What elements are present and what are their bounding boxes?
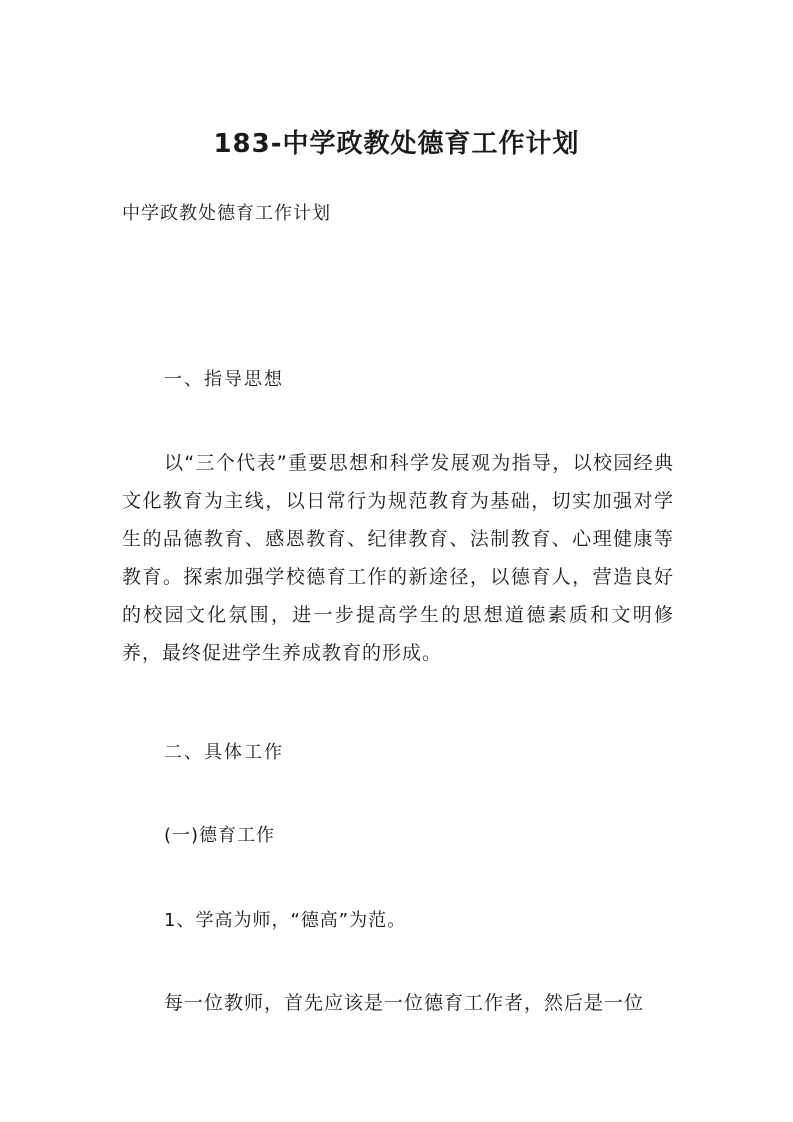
paragraph-item-1: 每一位教师，首先应该是一位德育工作者，然后是一位	[164, 992, 645, 1014]
document-subtitle: 中学政教处德育工作计划	[122, 203, 331, 224]
section-heading-specific-work: 二、具体工作	[164, 742, 284, 763]
document-title: 183-中学政教处德育工作计划	[213, 129, 580, 159]
item-heading-1: 1、学高为师，“德高”为范。	[164, 910, 407, 931]
paragraph-guiding-ideology: 以“三个代表”重要思想和科学发展观为指导，以校园经典文化教育为主线，以日常行为规范教育为基础，切实加强对学生的品德教育、感恩教育、纪律教育、法制教育、心理健康等教育。探索加强学校德育工作的新途径，以德育人，营造良好的校园文化氛围，进一步提高学生的思想道德素质和文明修养，最终促进学生养成教育的形成。	[122, 452, 674, 664]
section-heading-guiding-ideology: 一、指导思想	[164, 369, 284, 390]
subsection-heading-moral-education: (一)德育工作	[164, 825, 276, 846]
